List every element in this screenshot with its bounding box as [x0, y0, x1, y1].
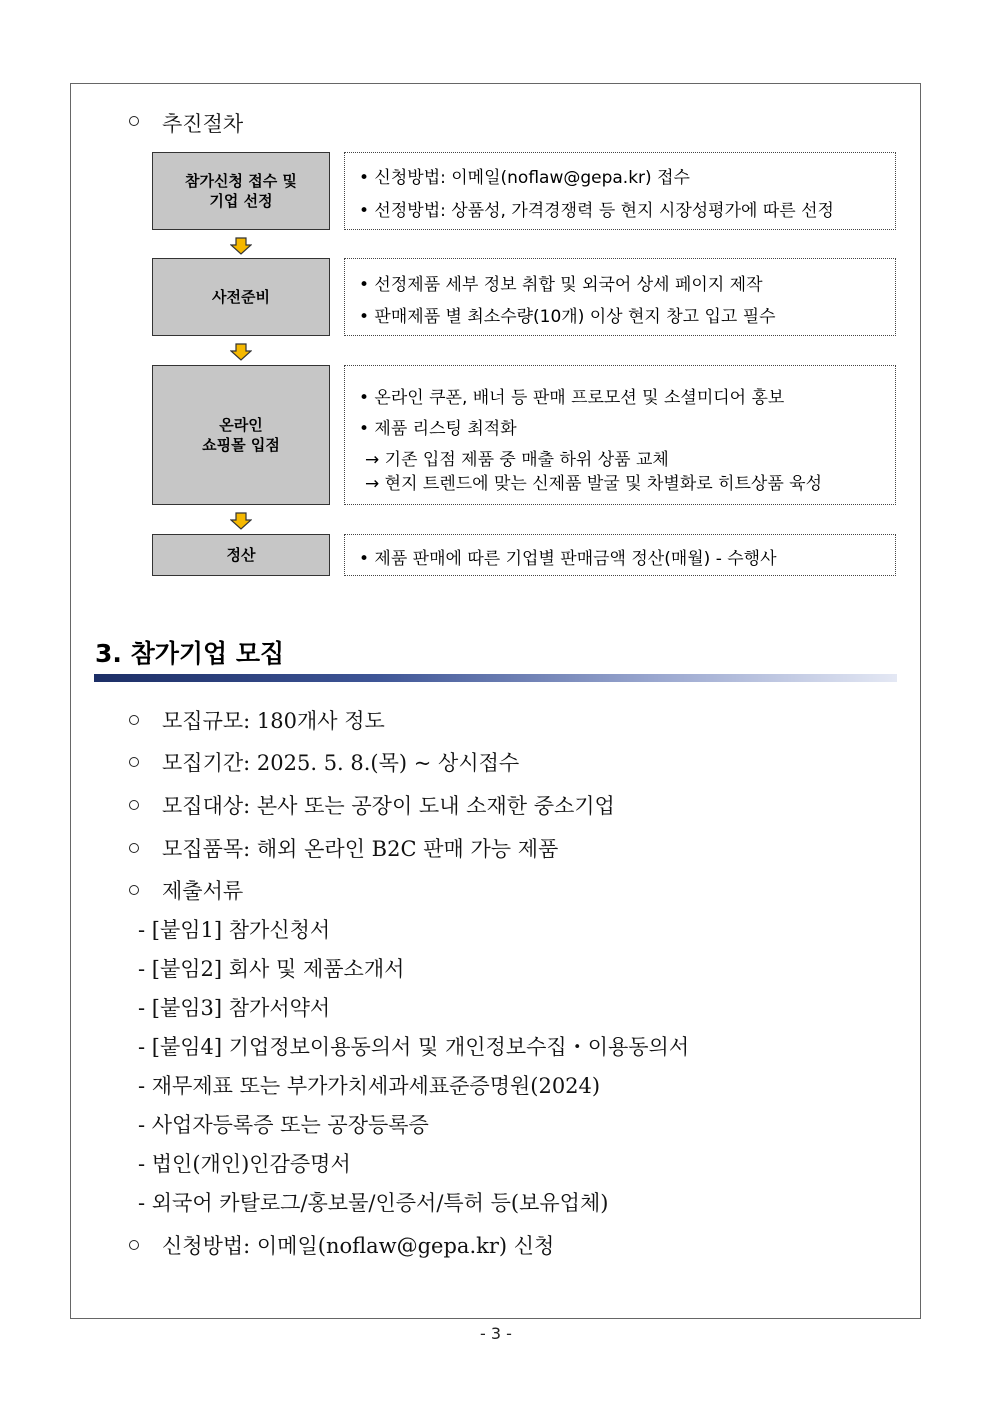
list-item — [0, 790, 992, 820]
step-label: 사전준비 — [212, 288, 270, 306]
document-item: - [붙임1] 참가신청서 — [138, 918, 331, 942]
document-item: - 외국어 카탈로그/홍보물/인증서/특허 등(보유업체) — [138, 1191, 609, 1215]
title-underline-bar — [94, 674, 897, 682]
list-item-application — [0, 1230, 992, 1260]
procedure-heading-text: 추진절차 — [162, 112, 244, 136]
section-title: 3. 참가기업 모집 — [95, 639, 285, 668]
step-label: 온라인 쇼핑몰 입점 — [202, 416, 280, 454]
detail-line: → 현지 트렌드에 맞는 신제품 발굴 및 차별화로 히트상품 육성 — [365, 474, 823, 494]
document-item: - 법인(개인)인감증명서 — [138, 1152, 351, 1176]
step-box-application — [152, 152, 330, 230]
document-item: - [붙임3] 참가서약서 — [138, 996, 331, 1020]
circle-bullet-icon — [129, 116, 139, 126]
circle-bullet-icon — [129, 715, 139, 725]
down-arrow-icon — [230, 237, 252, 255]
list-item-text: 신청방법: 이메일(noflaw@gepa.kr) 신청 — [162, 1234, 555, 1258]
detail-line: • 선정제품 세부 정보 취합 및 외국어 상세 페이지 제작 — [359, 275, 763, 295]
list-item — [0, 833, 992, 863]
list-item-text: 모집대상: 본사 또는 공장이 도내 소재한 중소기업 — [162, 794, 615, 818]
list-item-text: 모집기간: 2025. 5. 8.(목) ~ 상시접수 — [162, 751, 520, 775]
detail-line: • 판매제품 별 최소수량(10개) 이상 현지 창고 입고 필수 — [359, 307, 776, 327]
step-box-online-mall — [152, 365, 330, 505]
list-item — [0, 875, 992, 905]
document-item: - [붙임2] 회사 및 제품소개서 — [138, 957, 405, 981]
detail-line: → 기존 입점 제품 중 매출 하위 상품 교체 — [365, 450, 669, 470]
step-detail-settlement — [344, 534, 896, 576]
down-arrow-icon — [230, 512, 252, 530]
step-box-settlement — [152, 534, 330, 576]
step-detail-preparation — [344, 258, 896, 336]
detail-line: • 신청방법: 이메일(noflaw@gepa.kr) 접수 — [359, 168, 690, 188]
document-item: - [붙임4] 기업정보이용동의서 및 개인정보수집・이용동의서 — [138, 1035, 690, 1059]
list-item-text: 모집품목: 해외 온라인 B2C 판매 가능 제품 — [162, 837, 559, 861]
detail-line: • 선정방법: 상품성, 가격경쟁력 등 현지 시장성평가에 따른 선정 — [359, 201, 834, 221]
list-item-text: 모집규모: 180개사 정도 — [162, 709, 385, 733]
document-item: - 재무제표 또는 부가가치세과세표준증명원(2024) — [138, 1074, 601, 1098]
list-item — [0, 747, 992, 777]
detail-line: • 제품 리스팅 최적화 — [359, 419, 517, 439]
circle-bullet-icon — [129, 843, 139, 853]
step-detail-online-mall — [344, 365, 896, 505]
circle-bullet-icon — [129, 757, 139, 767]
list-item-text: 제출서류 — [162, 879, 244, 903]
document-item: - 사업자등록증 또는 공장등록증 — [138, 1113, 429, 1137]
step-detail-application — [344, 152, 896, 230]
step-box-preparation — [152, 258, 330, 336]
circle-bullet-icon — [129, 800, 139, 810]
step-label: 참가신청 접수 및 기업 선정 — [185, 172, 297, 210]
page-number: - 3 - — [480, 1324, 512, 1343]
circle-bullet-icon — [129, 1240, 139, 1250]
list-item — [0, 705, 992, 735]
detail-line: • 온라인 쿠폰, 배너 등 판매 프로모션 및 소셜미디어 홍보 — [359, 388, 785, 408]
circle-bullet-icon — [129, 885, 139, 895]
step-label: 정산 — [226, 546, 256, 564]
down-arrow-icon — [230, 343, 252, 361]
detail-line: • 제품 판매에 따른 기업별 판매금액 정산(매월) - 수행사 — [359, 549, 777, 569]
